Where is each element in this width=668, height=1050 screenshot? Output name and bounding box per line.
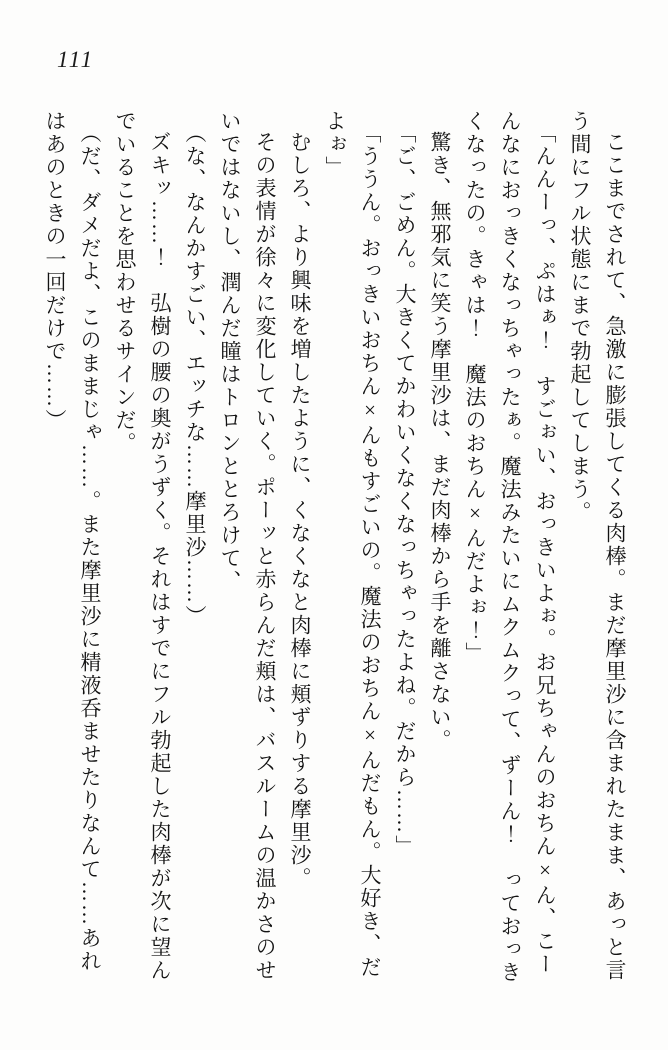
paragraph-1: ここまでされて、急激に膨張してくる肉棒。まだ摩里沙に含まれたまま、あっと言う間にフル状態にまで勃起してしまう。 bbox=[568, 110, 627, 982]
paragraph-5: 「ううん。おっきいおちん×んもすごいの。魔法のおちん×んだもん。大好き、だよぉ」 bbox=[323, 110, 382, 979]
paragraph-8: （な、なんかすごい、エッチな……摩里沙……） bbox=[183, 121, 207, 628]
paragraph-6: むしろ、より興味を増したように、くなくなと肉棒に頬ずりする摩里沙。 bbox=[288, 131, 312, 890]
paragraph-9: ズキッ……！ 弘樹の腰の奥がうずく。それはすでにフル勃起した肉棒が次に望んでいることを思わせるサインだ。 bbox=[113, 110, 172, 982]
body-text bbox=[37, 110, 632, 988]
paragraph-3: 驚き、無邪気に笑う摩里沙は、まだ肉棒から手を離さない。 bbox=[428, 131, 452, 752]
page-number: 111 bbox=[57, 47, 95, 72]
paragraph-10: （だ、ダメだよ、このままじゃ……。また摩里沙に精液呑ませたりなんて……あれはあのときの一回だけで……） bbox=[43, 110, 102, 973]
paragraph-2: 「んんーっ、ぷはぁ！ すごぉい、おっきいよぉ。お兄ちゃんのおちん×ん、こーんなにおっきくなっちゃったぁ。魔法みたいにムクムクって、ずーん！ っておっきくなったの。きゃは！ 魔法のおちん×んだよぉ！」 bbox=[463, 110, 557, 984]
paragraph-7: その表情が徐々に変化していく。ポーッと赤らんだ頬は、バスルームの温かさのせいではないし、潤んだ瞳はトロンととろけて、 bbox=[218, 110, 277, 982]
paragraph-4: 「ご、ごめん。大きくてかわいくなくなっちゃったよね。だから……」 bbox=[393, 121, 417, 858]
